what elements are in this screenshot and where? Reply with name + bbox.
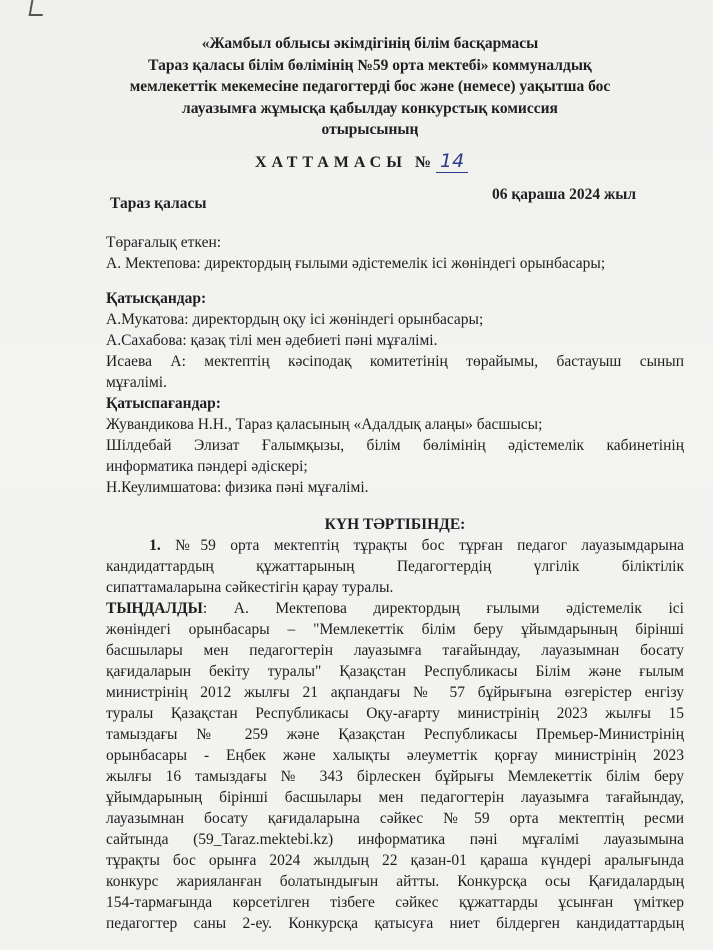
heard-label: ТЫҢДАЛДЫ	[106, 600, 203, 617]
document-date: 06 қараша 2024 жыл	[492, 186, 637, 203]
header-line: мемлекеттік мекемесіне педагогтерді бос және (немесе) уақытша бос	[129, 78, 611, 95]
page-corner-mark	[29, 0, 46, 16]
heard-line: педагогтер саны 2-еу. Конкурсқа қатысуға ниет білдерген кандидаттардың	[106, 915, 684, 932]
absent-heading: Қатыспағандар:	[106, 395, 221, 412]
heard-first-text: : А. Мектепова директордың ғылыми әдістемелік ісі	[202, 600, 684, 617]
header-line: лауазымға жұмысқа қабылдау конкурстық комиссия	[182, 99, 558, 117]
heard-line: сайтында (59_Taraz.mektebi.kz) информатика пәні мұғалімі лауазымына	[106, 831, 684, 848]
heard-line: жөніндегі орынбасары – "Мемлекеттік білім беру ұйымдарының бірінші	[106, 621, 684, 638]
agenda-heading: КҮН ТӘРТІБІНДЕ:	[324, 516, 466, 533]
header-line: отырысының	[321, 121, 419, 138]
heard-line: жылғы 16 тамыздағы № 343 бірлескен бұйрығы Мемлекеттік білім беру	[106, 768, 684, 785]
agenda-item-number: 1.	[149, 537, 161, 554]
header-line: Тараз қаласы білім бөлімінің №59 орта мектебі» коммуналдық	[148, 56, 592, 74]
participant-line: А.Сахабова: қазақ тілі мен әдебиеті пәні мұғалімі.	[106, 332, 438, 349]
agenda-item-text: №59 орта мектептің тұрақты бос тұрған педагог лауазымдарына	[175, 537, 684, 554]
document-city: Тараз қаласы	[110, 195, 207, 212]
header-line: «Жамбыл облысы әкімдігінің білім басқармасы	[201, 35, 539, 52]
absent-line: Жувандикова Н.Н., Тараз қаласының «Адалдық алаңы» басшысы;	[106, 416, 543, 433]
heard-line: басшылары мен педагогтерін лауазымға тағайындау, лауазымнан босату	[106, 642, 684, 659]
heard-line: министрінің 2012 жылғы 21 ақпандағы № 57 бұйрығына өзгерістер енгізу	[106, 684, 684, 701]
participant-line: мұғалімі.	[106, 374, 167, 391]
absent-line: Шілдебай Элизат Ғалымқызы, білім бөлімінің әдістемелік кабинетінің	[106, 437, 684, 454]
absent-line: информатика пәндері әдіскері;	[106, 458, 308, 475]
agenda-item	[106, 535, 684, 556]
chair-text: А. Мектепова: директордың ғылыми әдістемелік ісі жөніндегі орынбасары;	[106, 255, 606, 272]
heard-line: 154-тармағында көрсетілген тізбеге сәйкес құжаттарды ұсынған үміткер	[106, 894, 684, 911]
heard-first-line	[106, 598, 684, 619]
participants-heading: Қатысқандар:	[106, 290, 207, 307]
heard-line: қағидаларын бекіту туралы" Қазақстан Республикасы Білім және ғылым	[106, 663, 684, 680]
document-body	[106, 232, 684, 934]
participant-line: Исаева А: мектептің кәсіподақ комитетінің төрайымы, бастауыш сынып	[106, 353, 684, 370]
document-header	[70, 33, 670, 141]
chair-heading: Төрағалық еткен:	[106, 234, 222, 251]
participant-line: А.Мукатова: директордың оқу ісі жөніндегі орынбасары;	[106, 311, 484, 328]
heard-line: конкурс жарияланған болатындығын айтты. Конкурсқа осы Қағидалардың	[106, 873, 684, 890]
agenda-line: кандидаттардың құжаттарының Педагогтердің үлгілік біліктілік	[106, 558, 684, 575]
agenda-line: сипаттамаларына сәйкестігін қарау туралы.	[106, 579, 394, 596]
protocol-word: ХАТТАМАСЫ	[255, 154, 407, 171]
heard-line: ұйымдарының бірінші басшылары мен педагогтерін лауазымға тағайындау,	[106, 789, 684, 806]
protocol-title	[255, 150, 468, 172]
heard-line: туралы Қазақстан Республикасы Оқу-ағарту министрінің 2023 жылғы 15	[106, 705, 684, 722]
number-label: №	[414, 154, 433, 171]
handwritten-number: 14	[436, 150, 468, 173]
heard-line: лауазымнан босату қағидаларына сәйкес №59 орта мектептің ресми	[106, 810, 684, 827]
heard-line: тамыздағы № 259 және Қазақстан Республикасы Премьер-Министрінің	[106, 726, 684, 743]
heard-line: орынбасары - Еңбек және халықты әлеуметтік қорғау министрінің 2023	[106, 747, 684, 764]
absent-line: Н.Кеулимшатова: физика пәні мұғалімі.	[106, 479, 369, 496]
heard-line: тұрақты бос орынға 2024 жылдың 22 қазан-01 қараша күндері аралығында	[106, 852, 684, 869]
